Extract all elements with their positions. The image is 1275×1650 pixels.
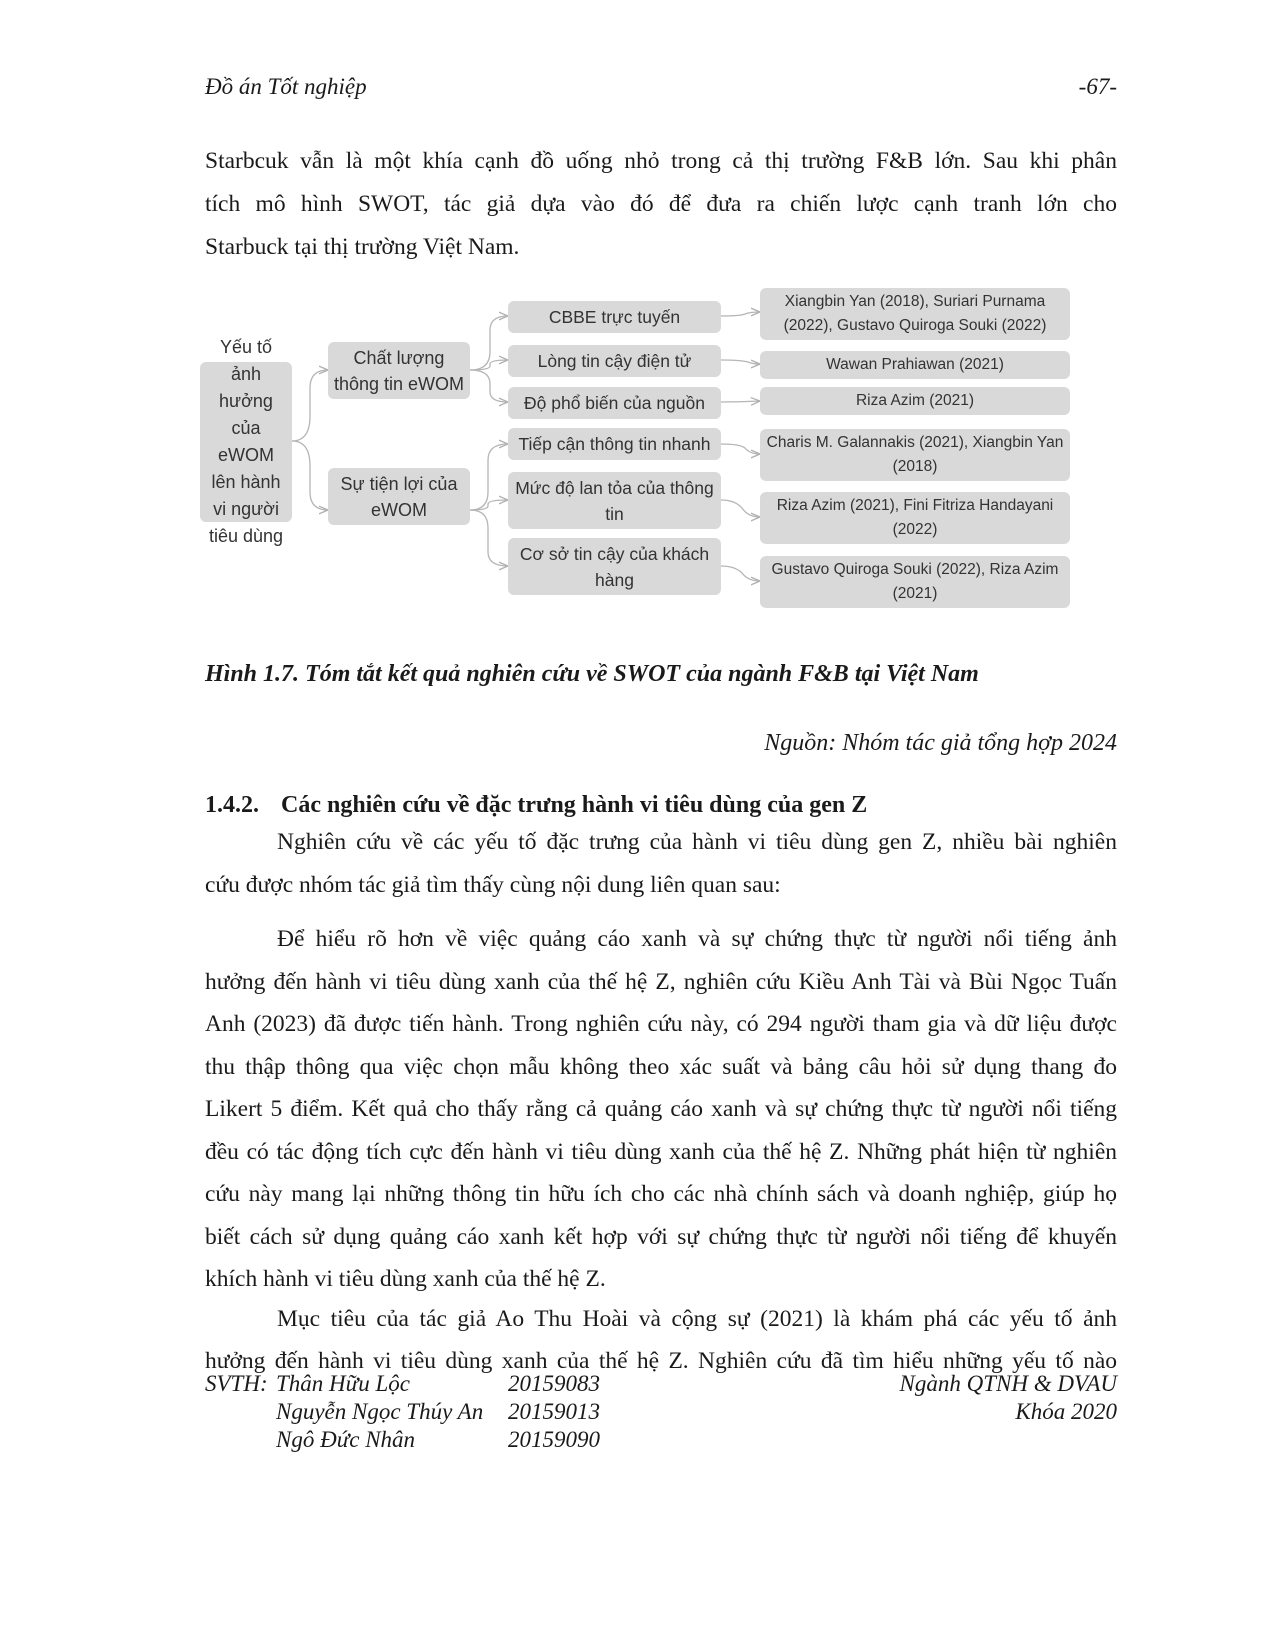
student-id: 20159090 [508, 1427, 600, 1452]
text-line: Mục tiêu của tác giả Ao Thu Hoài và cộng sự (2021) là khám phá các yếu tố ảnh [277, 1306, 1117, 1332]
text-line: Starbcuk vẫn là một khía cạnh đồ uống nhỏ trong cả thị trường F&B lớn. Sau khi phân [205, 148, 1117, 174]
connector [721, 401, 760, 402]
source-node: Wawan Prahiawan (2021) [760, 351, 1070, 379]
text-line: Starbuck tại thị trường Việt Nam. [205, 234, 520, 260]
connector [470, 510, 508, 566]
footer-major: Ngành QTNH & DVAU [899, 1371, 1117, 1396]
text-line: Likert 5 điểm. Kết quả cho thấy rằng cả quảng cáo xanh và sự chứng thực từ người nổi tiếng [205, 1096, 1117, 1122]
text-line: cứu này mang lại những thông tin hữu ích cho các nhà chính sách và doanh nghiệp, giúp họ [205, 1181, 1117, 1207]
student-id: 20159083 [508, 1371, 600, 1396]
connector [721, 500, 760, 517]
connector [721, 566, 760, 581]
connector [292, 441, 328, 510]
source-node: Xiangbin Yan (2018), Suriari Purnama (2022), Gustavo Quiroga Souki (2022) [760, 288, 1070, 340]
group-node-quality: Chất lượng thông tin eWOM [328, 342, 470, 399]
student-id: 20159013 [508, 1399, 600, 1424]
text-line: khích hành vi tiêu dùng xanh của thế hệ Z. [205, 1266, 606, 1292]
connector [721, 444, 760, 454]
student-name: Nguyễn Ngọc Thúy An [276, 1399, 484, 1424]
footer-course: Khóa 2020 [1015, 1399, 1117, 1424]
source-node: Charis M. Galannakis (2021), Xiangbin Yan (2018) [760, 429, 1070, 481]
student-name: Thân Hữu Lộc [276, 1371, 410, 1396]
factor-node: Tiếp cận thông tin nhanh [508, 428, 721, 460]
connector [721, 312, 760, 316]
factor-node: Độ phổ biến của nguồn [508, 387, 721, 419]
header-title: Đồ án Tốt nghiệp [205, 74, 367, 99]
figure-source: Nguồn: Nhóm tác giả tổng hợp 2024 [764, 730, 1117, 756]
text-line: đều có tác động tích cực đến hành vi tiêu dùng xanh của thế hệ Z. Những phát hiện từ nghiên [205, 1138, 1117, 1165]
student-name: Ngô Đức Nhân [276, 1427, 416, 1452]
root-node: Yếu tố ảnh hưởng của eWOM lên hành vi người tiêu dùng [200, 362, 292, 522]
factor-node: Lòng tin cậy điện tử [508, 345, 721, 377]
paragraph-2 [205, 918, 1117, 1301]
paragraph-1 [205, 821, 1117, 907]
text-line: biết cách sử dụng quảng cáo xanh kết hợp với sự chứng thực từ người nổi tiếng để khuyến [205, 1223, 1117, 1250]
intro-paragraph [205, 140, 1117, 269]
text-line: thu thập thông qua việc chọn mẫu không theo xác suất và bảng câu hỏi sử dụng thang đo [205, 1053, 1117, 1080]
connector [470, 500, 508, 510]
factor-node: Mức độ lan tỏa của thông tin [508, 472, 721, 529]
connector [470, 370, 508, 402]
figure-caption: Hình 1.7. Tóm tắt kết quả nghiên cứu về SWOT của ngành F&B tại Việt Nam [205, 661, 979, 687]
text-line: cứu được nhóm tác giả tìm thấy cùng nội dung liên quan sau: [205, 872, 781, 898]
connector [470, 360, 508, 370]
footer-label: SVTH: [205, 1371, 268, 1396]
factor-node: Cơ sở tin cậy của khách hàng [508, 538, 721, 595]
text-line: hưởng đến hành vi tiêu dùng xanh của thế hệ Z. Nghiên cứu đã tìm hiểu những yếu tố nào [205, 1348, 1117, 1374]
section-number: 1.4.2. [205, 792, 259, 818]
text-line: Anh (2023) đã được tiến hành. Trong nghiên cứu này, có 294 người tham gia và dữ liệu được [205, 1011, 1117, 1037]
source-node: Gustavo Quiroga Souki (2022), Riza Azim (2021) [760, 556, 1070, 608]
text-line: tích mô hình SWOT, tác giả dựa vào đó để đưa ra chiến lược cạnh tranh lớn cho [205, 191, 1117, 217]
section-heading [205, 792, 867, 819]
source-node: Riza Azim (2021), Fini Fitriza Handayani (2022) [760, 492, 1070, 544]
group-node-convenience: Sự tiện lợi của eWOM [328, 468, 470, 525]
connector [292, 370, 328, 441]
source-node: Riza Azim (2021) [760, 387, 1070, 415]
connector [721, 360, 760, 364]
connector [470, 316, 508, 370]
text-line: hưởng đến hành vi tiêu dùng xanh của thế hệ Z, nghiên cứu Kiều Anh Tài và Bùi Ngọc Tuấn [205, 968, 1117, 995]
section-title: Các nghiên cứu về đặc trưng hành vi tiêu dùng của gen Z [281, 792, 868, 818]
page-number: -67- [1078, 74, 1117, 99]
ewom-factor-diagram [200, 293, 1120, 636]
factor-node: CBBE trực tuyến [508, 301, 721, 333]
text-line: Nghiên cứu về các yếu tố đặc trưng của hành vi tiêu dùng gen Z, nhiều bài nghiên [277, 829, 1117, 855]
text-line: Để hiểu rõ hơn về việc quảng cáo xanh và sự chứng thực từ người nổi tiếng ảnh [277, 926, 1117, 952]
